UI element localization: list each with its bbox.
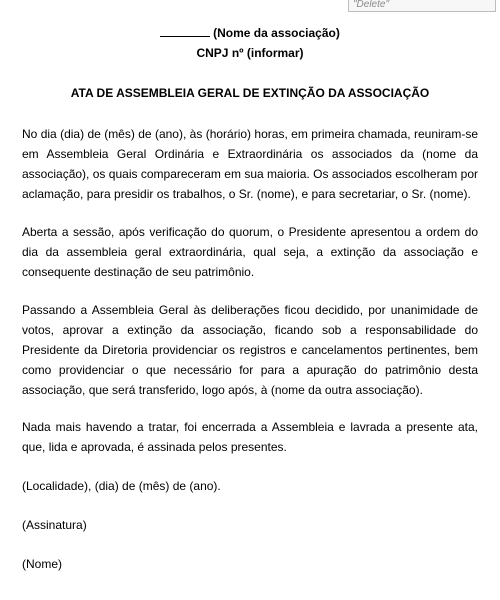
paragraph-closing: Nada mais havendo a tratar, foi encerrada a Assembleia e lavrada a presente ata, que, lida e aprovada, é assinada pelos presentes. [22, 420, 478, 454]
association-name-line [0, 26, 500, 40]
signature-placeholder: (Assinatura) [22, 518, 87, 532]
paragraph-deliberation: Passando a Assembleia Geral às deliberações ficou decidido, por unanimidade de votos, aprovar a extinção da associação, ficando sob a responsabilidade do Presidente da Diretoria providenciar os registros e cancelamentos pertinentes, bem como providenciar o que necessário for para a apuração do patrimônio desta associação, que será transferido, logo após, à (nome da outra associação). [22, 303, 478, 397]
paragraph-session: Aberta a sessão, após verificação do quorum, o Presidente apresentou a ordem do dia da assembleia geral extraordinária, qual seja, a extinção da associação e consequente destinação de seu patrimônio. [22, 225, 478, 279]
place-date: (Localidade), (dia) de (mês) de (ano). [22, 479, 221, 493]
cnpj-line: CNPJ nº (informar) [196, 46, 304, 60]
paragraph-opening: No dia (dia) de (mês) de (ano), às (horário) horas, em primeira chamada, reuniram-se em Assembleia Geral Ordinária e Extraordinária os associados da (nome da associação), os quais compareceram em sua maioria. Os associados escolheram por aclamação, para presidir os trabalhos, o Sr. (nome), e para secretariar, o Sr. (nome). [22, 127, 478, 201]
name-placeholder: (Nome) [22, 557, 63, 571]
document-title: ATA DE ASSEMBLEIA GERAL DE EXTINÇÃO DA ASSOCIAÇÃO [70, 86, 430, 100]
blank-underline [160, 26, 210, 37]
delete-tag[interactable]: "Delete" [348, 0, 496, 12]
association-name-placeholder: (Nome da associação) [213, 26, 340, 40]
